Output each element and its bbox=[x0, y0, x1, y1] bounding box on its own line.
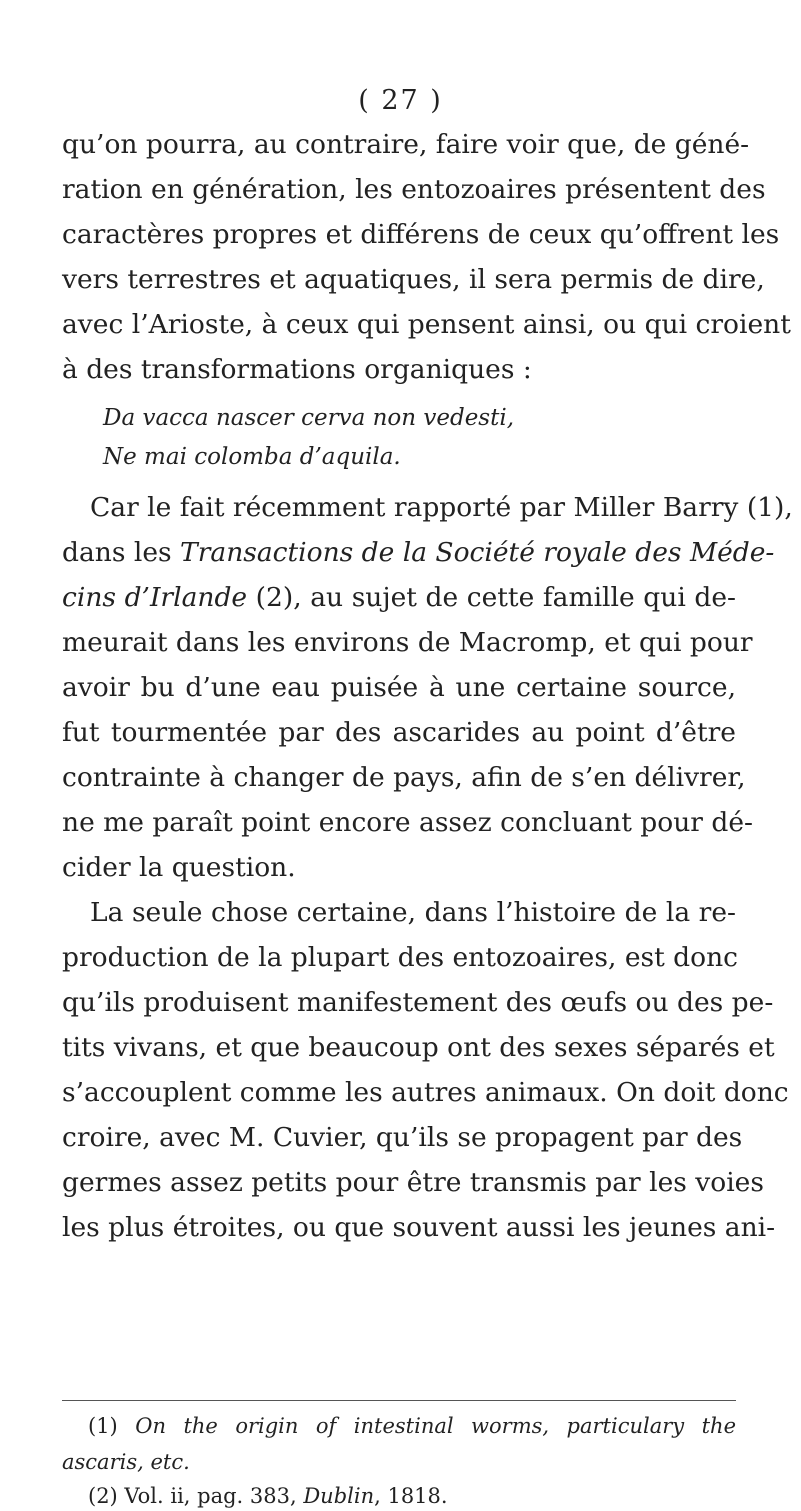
paragraph-1-line: vers terrestres et aquatiques, il sera permis de dire, bbox=[62, 264, 765, 295]
paragraph-3-line: s’accouplent comme les autres animaux. On doit donc bbox=[62, 1077, 789, 1108]
footnote-marker: (1) bbox=[88, 1414, 136, 1438]
journal-title: Transactions de la Société royale des Méde- bbox=[180, 537, 775, 568]
paragraph-3-line: les plus étroites, ou que souvent aussi les jeunes ani- bbox=[62, 1212, 776, 1243]
footnote-text: (2) Vol. ii, pag. 383, bbox=[88, 1484, 304, 1508]
paragraph-1-line: avec l’Arioste, à ceux qui pensent ainsi, ou qui croient bbox=[62, 309, 791, 340]
footnote-text: , 1818. bbox=[374, 1484, 448, 1508]
footnote-1 bbox=[88, 1414, 736, 1438]
paragraph-2-line bbox=[62, 533, 775, 573]
footnote-place: Dublin bbox=[303, 1484, 375, 1508]
paragraph-2-line: Car le fait récemment rapporté par Miller Barry (1), bbox=[90, 492, 793, 523]
footnote-2 bbox=[88, 1484, 448, 1508]
page-number: ( 27 ) bbox=[358, 85, 443, 116]
paragraph-2-line: meurait dans les environs de Macromp, et qui pour bbox=[62, 627, 753, 658]
verse-line: Ne mai colomba d’aquila. bbox=[103, 444, 401, 470]
footnote-1-continuation bbox=[62, 1450, 190, 1474]
paragraph-2-line: avoir bu d’une eau puisée à une certaine source, bbox=[62, 672, 736, 703]
paragraph-1-line: caractères propres et différens de ceux qu’offrent les bbox=[62, 219, 780, 250]
paragraph-3-line: croire, avec M. Cuvier, qu’ils se propagent par des bbox=[62, 1122, 743, 1153]
paragraph-3-line: germes assez petits pour être transmis par les voies bbox=[62, 1167, 764, 1198]
footnote-divider bbox=[62, 1400, 736, 1401]
paragraph-1-line: ration en génération, les entozoaires présentent des bbox=[62, 174, 766, 205]
text-span: dans les bbox=[62, 537, 181, 568]
paragraph-1-line: qu’on pourra, au contraire, faire voir que, de géné- bbox=[62, 129, 750, 160]
paragraph-2-line: fut tourmentée par des ascarides au point d’être bbox=[62, 717, 736, 748]
paragraph-2-line: cider la question. bbox=[62, 852, 296, 883]
paragraph-3-line: tits vivans, et que beaucoup ont des sexes séparés et bbox=[62, 1032, 775, 1063]
paragraph-2-line: contrainte à changer de pays, afin de s’en délivrer, bbox=[62, 762, 746, 793]
paragraph-2-line bbox=[62, 578, 736, 618]
paragraph-1-line: à des transformations organiques : bbox=[62, 354, 532, 385]
verse-line: Da vacca nascer cerva non vedesti, bbox=[103, 405, 515, 431]
paragraph-3-line: production de la plupart des entozoaires, est donc bbox=[62, 942, 738, 973]
footnote-title: ascaris, etc. bbox=[62, 1450, 190, 1474]
footnote-title: On the origin of intestinal worms, particulary the bbox=[135, 1414, 737, 1438]
paragraph-2-line: ne me paraît point encore assez concluant pour dé- bbox=[62, 807, 753, 838]
text-span: (2), au sujet de cette famille qui de- bbox=[247, 582, 736, 613]
paragraph-3-line: qu’ils produisent manifestement des œufs ou des pe- bbox=[62, 987, 774, 1018]
journal-title: cins d’Irlande bbox=[62, 582, 248, 613]
paragraph-3-line: La seule chose certaine, dans l’histoire de la re- bbox=[90, 897, 736, 928]
